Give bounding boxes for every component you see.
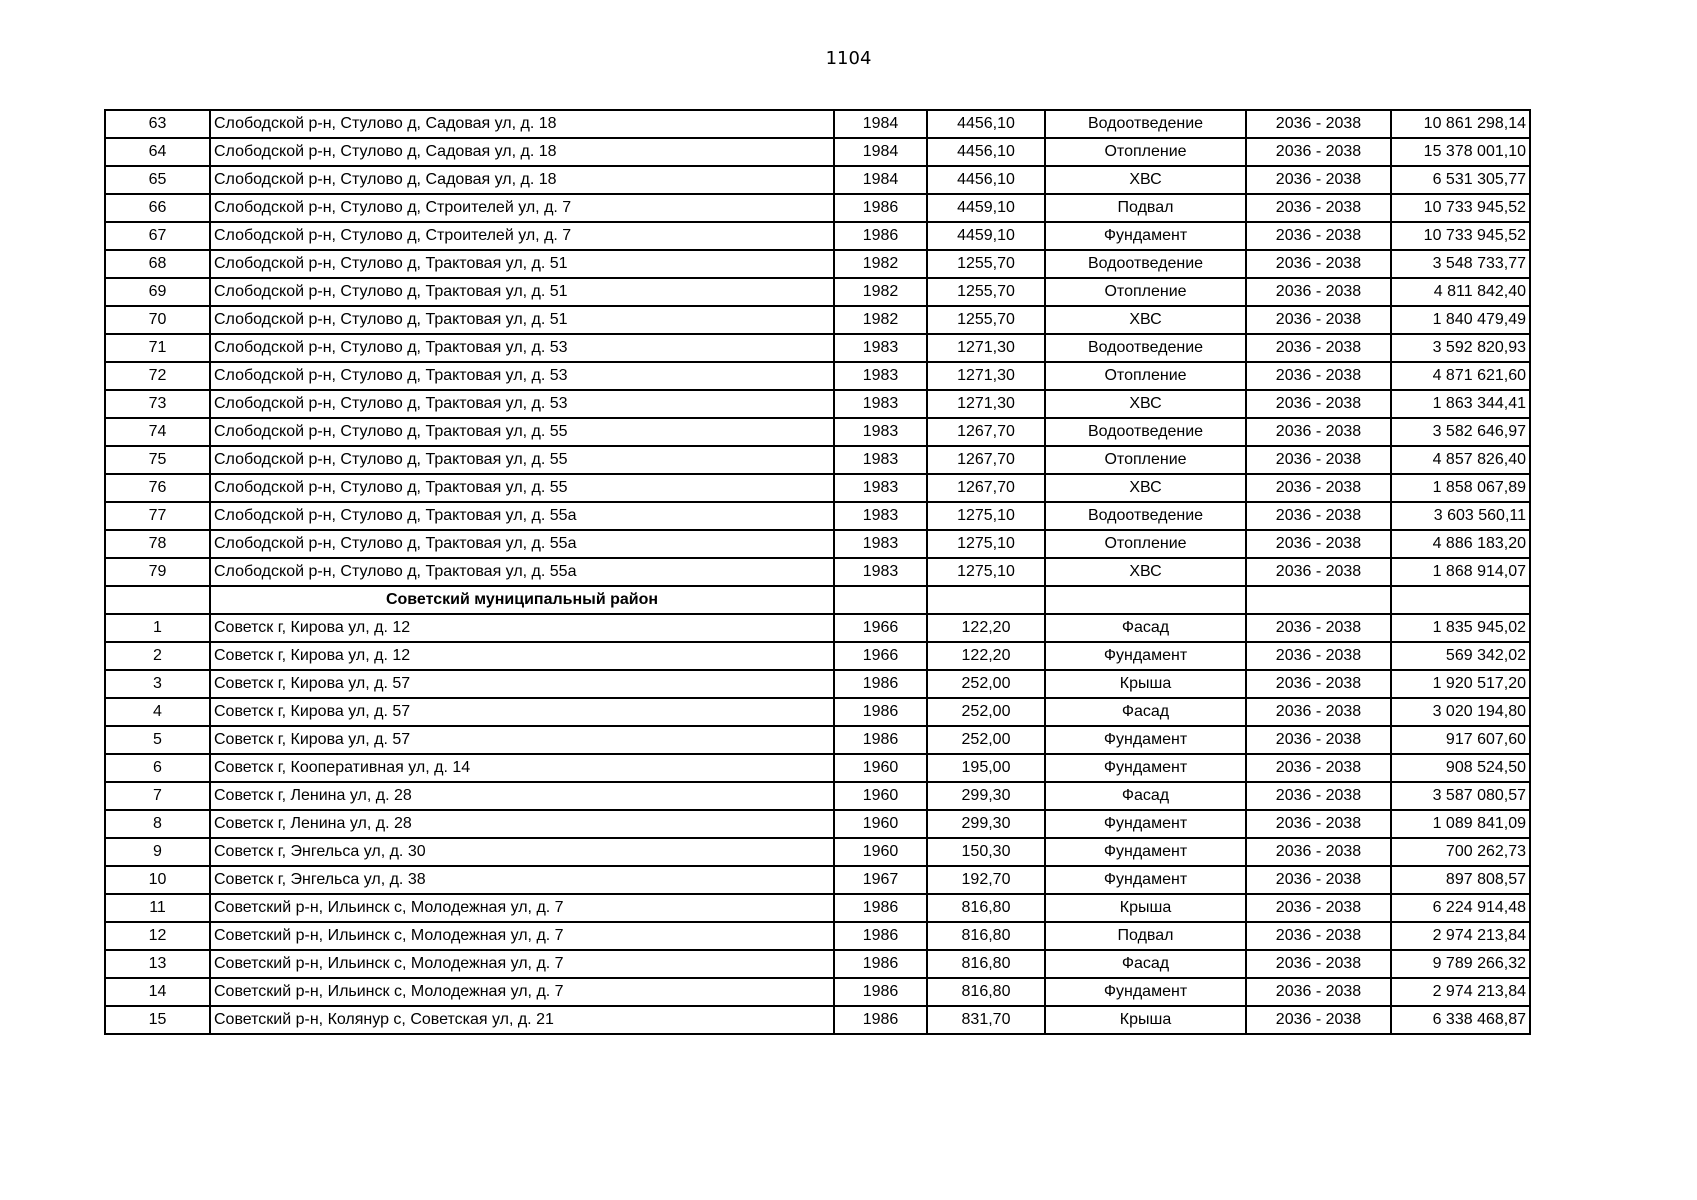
row-number-cell: 69 bbox=[105, 278, 210, 306]
cost-cell: 700 262,73 bbox=[1391, 838, 1530, 866]
build-year-cell: 1986 bbox=[834, 978, 927, 1006]
period-cell: 2036 - 2038 bbox=[1246, 726, 1391, 754]
period-cell: 2036 - 2038 bbox=[1246, 810, 1391, 838]
work-type-cell: Крыша bbox=[1045, 894, 1246, 922]
work-type-cell: Фасад bbox=[1045, 698, 1246, 726]
address-cell: Советск г, Кооперативная ул, д. 14 bbox=[210, 754, 834, 782]
work-type-cell: Фундамент bbox=[1045, 978, 1246, 1006]
build-year-cell: 1967 bbox=[834, 866, 927, 894]
work-type-cell: Подвал bbox=[1045, 194, 1246, 222]
table-row bbox=[105, 838, 1530, 866]
work-type-cell: ХВС bbox=[1045, 390, 1246, 418]
period-cell: 2036 - 2038 bbox=[1246, 670, 1391, 698]
build-year-cell: 1966 bbox=[834, 642, 927, 670]
period-cell: 2036 - 2038 bbox=[1246, 194, 1391, 222]
table-row bbox=[105, 138, 1530, 166]
period-cell: 2036 - 2038 bbox=[1246, 866, 1391, 894]
area-cell: 4459,10 bbox=[927, 194, 1045, 222]
table-row bbox=[105, 698, 1530, 726]
table-row bbox=[105, 558, 1530, 586]
row-number-cell: 79 bbox=[105, 558, 210, 586]
work-type-cell: Крыша bbox=[1045, 670, 1246, 698]
period-cell: 2036 - 2038 bbox=[1246, 166, 1391, 194]
area-cell bbox=[927, 586, 1045, 614]
address-cell: Слободской р-н, Стулово д, Трактовая ул, д. 53 bbox=[210, 334, 834, 362]
table-row bbox=[105, 810, 1530, 838]
area-cell: 1271,30 bbox=[927, 334, 1045, 362]
cost-cell: 1 863 344,41 bbox=[1391, 390, 1530, 418]
address-cell: Советский р-н, Ильинск с, Молодежная ул, д. 7 bbox=[210, 894, 834, 922]
cost-cell: 1 858 067,89 bbox=[1391, 474, 1530, 502]
address-cell: Советск г, Кирова ул, д. 12 bbox=[210, 642, 834, 670]
work-type-cell: Водоотведение bbox=[1045, 502, 1246, 530]
period-cell: 2036 - 2038 bbox=[1246, 978, 1391, 1006]
build-year-cell: 1983 bbox=[834, 474, 927, 502]
row-number-cell: 76 bbox=[105, 474, 210, 502]
period-cell: 2036 - 2038 bbox=[1246, 250, 1391, 278]
cost-cell: 6 338 468,87 bbox=[1391, 1006, 1530, 1034]
table-row bbox=[105, 978, 1530, 1006]
table-row bbox=[105, 334, 1530, 362]
period-cell: 2036 - 2038 bbox=[1246, 110, 1391, 138]
row-number-cell: 74 bbox=[105, 418, 210, 446]
row-number-cell: 8 bbox=[105, 810, 210, 838]
row-number-cell: 78 bbox=[105, 530, 210, 558]
work-type-cell: Фундамент bbox=[1045, 866, 1246, 894]
work-type-cell: Отопление bbox=[1045, 278, 1246, 306]
address-cell: Слободской р-н, Стулово д, Трактовая ул, д. 53 bbox=[210, 390, 834, 418]
address-cell: Советский р-н, Ильинск с, Молодежная ул, д. 7 bbox=[210, 978, 834, 1006]
work-type-cell: Отопление bbox=[1045, 362, 1246, 390]
work-type-cell: Фундамент bbox=[1045, 754, 1246, 782]
address-cell: Советск г, Кирова ул, д. 57 bbox=[210, 726, 834, 754]
work-type-cell: Фундамент bbox=[1045, 838, 1246, 866]
row-number-cell: 63 bbox=[105, 110, 210, 138]
work-type-cell: Водоотведение bbox=[1045, 110, 1246, 138]
address-cell: Советск г, Кирова ул, д. 57 bbox=[210, 698, 834, 726]
area-cell: 1275,10 bbox=[927, 502, 1045, 530]
area-cell: 1267,70 bbox=[927, 418, 1045, 446]
row-number-cell: 14 bbox=[105, 978, 210, 1006]
work-type-cell: Водоотведение bbox=[1045, 250, 1246, 278]
build-year-cell: 1983 bbox=[834, 418, 927, 446]
area-cell: 1255,70 bbox=[927, 278, 1045, 306]
table-row bbox=[105, 194, 1530, 222]
area-cell: 122,20 bbox=[927, 642, 1045, 670]
work-type-cell: Подвал bbox=[1045, 922, 1246, 950]
area-cell: 1275,10 bbox=[927, 558, 1045, 586]
work-type-cell: Фасад bbox=[1045, 782, 1246, 810]
work-type-cell: Фасад bbox=[1045, 950, 1246, 978]
period-cell: 2036 - 2038 bbox=[1246, 362, 1391, 390]
repair-schedule-table bbox=[104, 109, 1531, 1035]
period-cell: 2036 - 2038 bbox=[1246, 558, 1391, 586]
cost-cell: 908 524,50 bbox=[1391, 754, 1530, 782]
address-cell: Слободской р-н, Стулово д, Трактовая ул, д. 55 bbox=[210, 446, 834, 474]
build-year-cell: 1986 bbox=[834, 698, 927, 726]
period-cell bbox=[1246, 586, 1391, 614]
table-row bbox=[105, 418, 1530, 446]
build-year-cell: 1986 bbox=[834, 950, 927, 978]
row-number-cell: 65 bbox=[105, 166, 210, 194]
area-cell: 299,30 bbox=[927, 782, 1045, 810]
table-row bbox=[105, 362, 1530, 390]
period-cell: 2036 - 2038 bbox=[1246, 894, 1391, 922]
cost-cell: 6 224 914,48 bbox=[1391, 894, 1530, 922]
period-cell: 2036 - 2038 bbox=[1246, 922, 1391, 950]
area-cell: 1271,30 bbox=[927, 362, 1045, 390]
period-cell: 2036 - 2038 bbox=[1246, 950, 1391, 978]
cost-cell: 3 587 080,57 bbox=[1391, 782, 1530, 810]
table-row bbox=[105, 754, 1530, 782]
build-year-cell: 1986 bbox=[834, 670, 927, 698]
row-number-cell: 15 bbox=[105, 1006, 210, 1034]
area-cell: 192,70 bbox=[927, 866, 1045, 894]
cost-cell: 1 835 945,02 bbox=[1391, 614, 1530, 642]
work-type-cell: Фундамент bbox=[1045, 810, 1246, 838]
cost-cell: 6 531 305,77 bbox=[1391, 166, 1530, 194]
work-type-cell: Фундамент bbox=[1045, 222, 1246, 250]
table-row bbox=[105, 306, 1530, 334]
row-number-cell: 72 bbox=[105, 362, 210, 390]
cost-cell: 4 871 621,60 bbox=[1391, 362, 1530, 390]
cost-cell: 10 733 945,52 bbox=[1391, 194, 1530, 222]
row-number-cell: 68 bbox=[105, 250, 210, 278]
work-type-cell: Крыша bbox=[1045, 1006, 1246, 1034]
build-year-cell: 1983 bbox=[834, 446, 927, 474]
period-cell: 2036 - 2038 bbox=[1246, 614, 1391, 642]
table-row bbox=[105, 222, 1530, 250]
cost-cell: 2 974 213,84 bbox=[1391, 922, 1530, 950]
work-type-cell: Отопление bbox=[1045, 446, 1246, 474]
address-cell: Слободской р-н, Стулово д, Трактовая ул, д. 55 bbox=[210, 474, 834, 502]
table-row bbox=[105, 502, 1530, 530]
build-year-cell: 1983 bbox=[834, 558, 927, 586]
address-cell: Слободской р-н, Стулово д, Трактовая ул, д. 51 bbox=[210, 278, 834, 306]
build-year-cell: 1960 bbox=[834, 838, 927, 866]
table-row bbox=[105, 474, 1530, 502]
build-year-cell: 1982 bbox=[834, 306, 927, 334]
row-number-cell: 73 bbox=[105, 390, 210, 418]
address-cell: Слободской р-н, Стулово д, Трактовая ул, д. 51 bbox=[210, 250, 834, 278]
table-row bbox=[105, 110, 1530, 138]
area-cell: 150,30 bbox=[927, 838, 1045, 866]
address-cell: Советск г, Кирова ул, д. 57 bbox=[210, 670, 834, 698]
build-year-cell: 1982 bbox=[834, 278, 927, 306]
table-row bbox=[105, 782, 1530, 810]
table-row bbox=[105, 866, 1530, 894]
work-type-cell: Фундамент bbox=[1045, 642, 1246, 670]
table-row bbox=[105, 726, 1530, 754]
address-cell: Советск г, Энгельса ул, д. 30 bbox=[210, 838, 834, 866]
area-cell: 195,00 bbox=[927, 754, 1045, 782]
cost-cell: 3 548 733,77 bbox=[1391, 250, 1530, 278]
build-year-cell: 1982 bbox=[834, 250, 927, 278]
address-cell: Советск г, Кирова ул, д. 12 bbox=[210, 614, 834, 642]
cost-cell: 917 607,60 bbox=[1391, 726, 1530, 754]
cost-cell: 1 089 841,09 bbox=[1391, 810, 1530, 838]
cost-cell: 897 808,57 bbox=[1391, 866, 1530, 894]
build-year-cell: 1983 bbox=[834, 334, 927, 362]
period-cell: 2036 - 2038 bbox=[1246, 446, 1391, 474]
row-number-cell: 77 bbox=[105, 502, 210, 530]
area-cell: 299,30 bbox=[927, 810, 1045, 838]
period-cell: 2036 - 2038 bbox=[1246, 306, 1391, 334]
area-cell: 816,80 bbox=[927, 894, 1045, 922]
period-cell: 2036 - 2038 bbox=[1246, 642, 1391, 670]
address-cell: Слободской р-н, Стулово д, Строителей ул, д. 7 bbox=[210, 222, 834, 250]
period-cell: 2036 - 2038 bbox=[1246, 838, 1391, 866]
row-number-cell: 5 bbox=[105, 726, 210, 754]
area-cell: 1267,70 bbox=[927, 474, 1045, 502]
row-number-cell: 12 bbox=[105, 922, 210, 950]
build-year-cell: 1966 bbox=[834, 614, 927, 642]
cost-cell: 1 840 479,49 bbox=[1391, 306, 1530, 334]
area-cell: 1267,70 bbox=[927, 446, 1045, 474]
area-cell: 252,00 bbox=[927, 698, 1045, 726]
table-row bbox=[105, 642, 1530, 670]
period-cell: 2036 - 2038 bbox=[1246, 530, 1391, 558]
address-cell: Советск г, Энгельса ул, д. 38 bbox=[210, 866, 834, 894]
row-number-cell: 64 bbox=[105, 138, 210, 166]
row-number-cell: 75 bbox=[105, 446, 210, 474]
period-cell: 2036 - 2038 bbox=[1246, 1006, 1391, 1034]
row-number-cell: 10 bbox=[105, 866, 210, 894]
area-cell: 252,00 bbox=[927, 670, 1045, 698]
address-cell: Советский р-н, Ильинск с, Молодежная ул, д. 7 bbox=[210, 950, 834, 978]
row-number-cell: 67 bbox=[105, 222, 210, 250]
table-body bbox=[105, 110, 1530, 1034]
build-year-cell: 1986 bbox=[834, 194, 927, 222]
area-cell: 1275,10 bbox=[927, 530, 1045, 558]
cost-cell: 4 811 842,40 bbox=[1391, 278, 1530, 306]
cost-cell: 4 886 183,20 bbox=[1391, 530, 1530, 558]
address-cell: Слободской р-н, Стулово д, Трактовая ул, д. 53 bbox=[210, 362, 834, 390]
work-type-cell: ХВС bbox=[1045, 166, 1246, 194]
period-cell: 2036 - 2038 bbox=[1246, 138, 1391, 166]
row-number-cell: 11 bbox=[105, 894, 210, 922]
row-number-cell: 71 bbox=[105, 334, 210, 362]
period-cell: 2036 - 2038 bbox=[1246, 278, 1391, 306]
area-cell: 831,70 bbox=[927, 1006, 1045, 1034]
build-year-cell: 1984 bbox=[834, 110, 927, 138]
row-number-cell: 7 bbox=[105, 782, 210, 810]
build-year-cell: 1960 bbox=[834, 810, 927, 838]
row-number-cell: 3 bbox=[105, 670, 210, 698]
address-cell: Слободской р-н, Стулово д, Садовая ул, д. 18 bbox=[210, 138, 834, 166]
build-year-cell: 1983 bbox=[834, 530, 927, 558]
area-cell: 1271,30 bbox=[927, 390, 1045, 418]
build-year-cell: 1960 bbox=[834, 754, 927, 782]
table-row bbox=[105, 1006, 1530, 1034]
period-cell: 2036 - 2038 bbox=[1246, 502, 1391, 530]
work-type-cell: ХВС bbox=[1045, 474, 1246, 502]
table-row bbox=[105, 670, 1530, 698]
table-row bbox=[105, 166, 1530, 194]
address-cell: Слободской р-н, Стулово д, Трактовая ул, д. 55а bbox=[210, 502, 834, 530]
cost-cell: 15 378 001,10 bbox=[1391, 138, 1530, 166]
address-cell: Советский р-н, Колянур с, Советская ул, д. 21 bbox=[210, 1006, 834, 1034]
build-year-cell: 1983 bbox=[834, 390, 927, 418]
cost-cell: 10 861 298,14 bbox=[1391, 110, 1530, 138]
address-cell: Слободской р-н, Стулово д, Садовая ул, д. 18 bbox=[210, 110, 834, 138]
cost-cell: 4 857 826,40 bbox=[1391, 446, 1530, 474]
row-number-cell: 2 bbox=[105, 642, 210, 670]
cost-cell: 10 733 945,52 bbox=[1391, 222, 1530, 250]
address-cell: Советский р-н, Ильинск с, Молодежная ул, д. 7 bbox=[210, 922, 834, 950]
work-type-cell: Фасад bbox=[1045, 614, 1246, 642]
work-type-cell: Водоотведение bbox=[1045, 334, 1246, 362]
table-row bbox=[105, 530, 1530, 558]
build-year-cell: 1960 bbox=[834, 782, 927, 810]
build-year-cell: 1983 bbox=[834, 362, 927, 390]
table-row bbox=[105, 250, 1530, 278]
period-cell: 2036 - 2038 bbox=[1246, 474, 1391, 502]
work-type-cell: ХВС bbox=[1045, 306, 1246, 334]
row-number-cell: 6 bbox=[105, 754, 210, 782]
area-cell: 122,20 bbox=[927, 614, 1045, 642]
cost-cell: 3 020 194,80 bbox=[1391, 698, 1530, 726]
work-type-cell bbox=[1045, 586, 1246, 614]
period-cell: 2036 - 2038 bbox=[1246, 418, 1391, 446]
table-row bbox=[105, 614, 1530, 642]
build-year-cell: 1986 bbox=[834, 222, 927, 250]
row-number-cell bbox=[105, 586, 210, 614]
build-year-cell: 1986 bbox=[834, 922, 927, 950]
cost-cell: 3 582 646,97 bbox=[1391, 418, 1530, 446]
cost-cell: 2 974 213,84 bbox=[1391, 978, 1530, 1006]
row-number-cell: 1 bbox=[105, 614, 210, 642]
cost-cell bbox=[1391, 586, 1530, 614]
address-cell: Слободской р-н, Стулово д, Трактовая ул, д. 55а bbox=[210, 558, 834, 586]
address-cell: Слободской р-н, Стулово д, Трактовая ул, д. 51 bbox=[210, 306, 834, 334]
row-number-cell: 13 bbox=[105, 950, 210, 978]
period-cell: 2036 - 2038 bbox=[1246, 754, 1391, 782]
table-row bbox=[105, 390, 1530, 418]
row-number-cell: 9 bbox=[105, 838, 210, 866]
build-year-cell: 1986 bbox=[834, 1006, 927, 1034]
table-row bbox=[105, 278, 1530, 306]
cost-cell: 9 789 266,32 bbox=[1391, 950, 1530, 978]
table-row bbox=[105, 894, 1530, 922]
build-year-cell: 1984 bbox=[834, 166, 927, 194]
cost-cell: 3 603 560,11 bbox=[1391, 502, 1530, 530]
build-year-cell bbox=[834, 586, 927, 614]
table-row bbox=[105, 922, 1530, 950]
row-number-cell: 66 bbox=[105, 194, 210, 222]
address-cell: Советск г, Ленина ул, д. 28 bbox=[210, 782, 834, 810]
cost-cell: 569 342,02 bbox=[1391, 642, 1530, 670]
cost-cell: 1 920 517,20 bbox=[1391, 670, 1530, 698]
section-title: Советский муниципальный район bbox=[210, 586, 834, 614]
build-year-cell: 1984 bbox=[834, 138, 927, 166]
area-cell: 816,80 bbox=[927, 978, 1045, 1006]
area-cell: 4456,10 bbox=[927, 110, 1045, 138]
period-cell: 2036 - 2038 bbox=[1246, 334, 1391, 362]
address-cell: Слободской р-н, Стулово д, Трактовая ул, д. 55а bbox=[210, 530, 834, 558]
work-type-cell: Водоотведение bbox=[1045, 418, 1246, 446]
address-cell: Слободской р-н, Стулово д, Садовая ул, д. 18 bbox=[210, 166, 834, 194]
area-cell: 1255,70 bbox=[927, 250, 1045, 278]
area-cell: 1255,70 bbox=[927, 306, 1045, 334]
period-cell: 2036 - 2038 bbox=[1246, 698, 1391, 726]
row-number-cell: 70 bbox=[105, 306, 210, 334]
area-cell: 252,00 bbox=[927, 726, 1045, 754]
area-cell: 4456,10 bbox=[927, 166, 1045, 194]
area-cell: 816,80 bbox=[927, 922, 1045, 950]
table-row bbox=[105, 950, 1530, 978]
section-header-row bbox=[105, 586, 1530, 614]
address-cell: Советск г, Ленина ул, д. 28 bbox=[210, 810, 834, 838]
work-type-cell: Отопление bbox=[1045, 138, 1246, 166]
work-type-cell: Фундамент bbox=[1045, 726, 1246, 754]
work-type-cell: Отопление bbox=[1045, 530, 1246, 558]
area-cell: 816,80 bbox=[927, 950, 1045, 978]
cost-cell: 1 868 914,07 bbox=[1391, 558, 1530, 586]
period-cell: 2036 - 2038 bbox=[1246, 390, 1391, 418]
address-cell: Слободской р-н, Стулово д, Строителей ул, д. 7 bbox=[210, 194, 834, 222]
area-cell: 4459,10 bbox=[927, 222, 1045, 250]
area-cell: 4456,10 bbox=[927, 138, 1045, 166]
build-year-cell: 1983 bbox=[834, 502, 927, 530]
table-row bbox=[105, 446, 1530, 474]
work-type-cell: ХВС bbox=[1045, 558, 1246, 586]
page-number: 1104 bbox=[825, 48, 872, 69]
cost-cell: 3 592 820,93 bbox=[1391, 334, 1530, 362]
address-cell: Слободской р-н, Стулово д, Трактовая ул, д. 55 bbox=[210, 418, 834, 446]
period-cell: 2036 - 2038 bbox=[1246, 782, 1391, 810]
row-number-cell: 4 bbox=[105, 698, 210, 726]
build-year-cell: 1986 bbox=[834, 894, 927, 922]
period-cell: 2036 - 2038 bbox=[1246, 222, 1391, 250]
build-year-cell: 1986 bbox=[834, 726, 927, 754]
